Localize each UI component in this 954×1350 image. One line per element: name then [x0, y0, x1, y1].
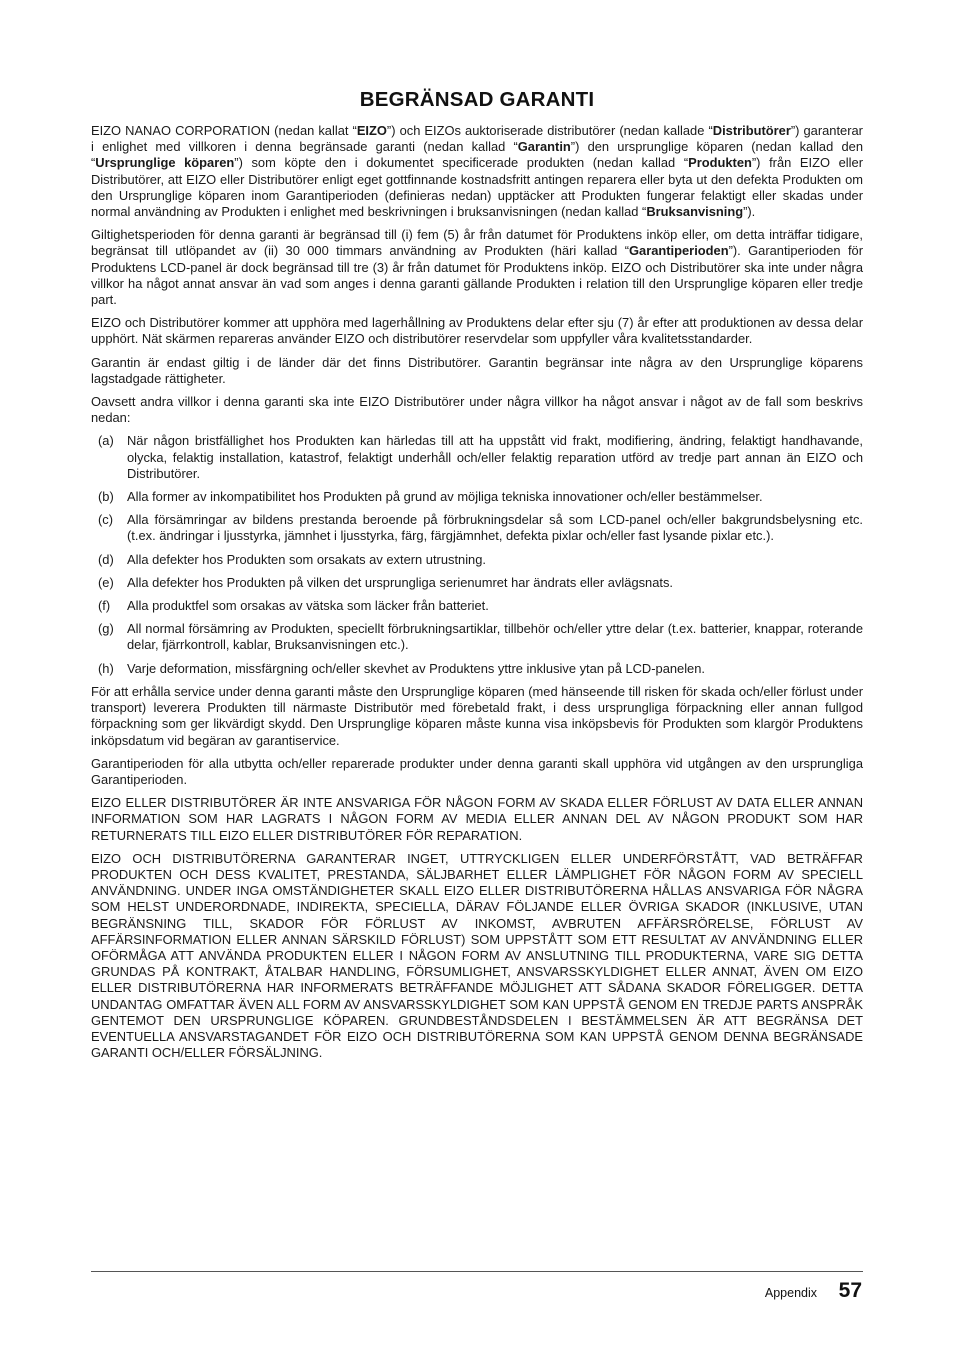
list-item-label: (a): [98, 433, 114, 449]
intro-text-4: ”) den ursprunglige köparen (nedan kallad den “: [91, 139, 863, 171]
exclusions-list: [91, 433, 863, 676]
term-eizo: EIZO: [356, 123, 387, 138]
intro-text-3: ”) garanterar i enlighet med villkoren i denna begränsade garanti (nedan kallad “: [91, 123, 863, 155]
intro-text-5: ”) som köpte den i dokumentet specificerade produkten (nedan kallad “: [234, 155, 689, 171]
list-item-label: (b): [98, 489, 114, 505]
list-item: [91, 661, 863, 677]
list-item: [91, 621, 863, 653]
list-item-text: Varje deformation, missfärgning och/eller skevhet av Produktens yttre inklusive ytan på LCD-panelen.: [127, 660, 705, 676]
term-product: Produkten: [688, 155, 752, 171]
intro-text-2: ”) och EIZOs auktoriserade distributörer (nedan kallade “: [386, 123, 713, 138]
list-item-text: Alla produktfel som orsakas av vätska som läcker från batteriet.: [127, 598, 489, 614]
list-item: [91, 489, 863, 505]
list-item-label: (h): [98, 660, 114, 676]
term-warranty: Garantin: [517, 139, 571, 155]
term-warranty-period: Garantiperioden: [629, 243, 729, 259]
list-item-text: Alla defekter hos Produkten som orsakats av extern utrustning.: [127, 551, 486, 567]
list-item: [91, 598, 863, 614]
list-item-text: Alla defekter hos Produkten på vilken det ursprungliga serienumret har ändrats eller avlägsnats.: [127, 574, 674, 590]
period-text-1: Giltighetsperioden för denna garanti är begränsad till (i) fem (5) år från datumet för Produktens inköp eller, om detta inträffar tidigare, begränsat till utlöpandet av (ii) 30 000 timmars användning av Produkten (häri kallad “: [91, 227, 863, 259]
parts-paragraph: EIZO och Distributörer kommer att upphöra med lagerhållning av Produktens delar efter sju (7) år efter att produktionen av dessa delar upphört. Nät skärmen repareras använder EIZO och distributörer reservdelar som uppfyller våra kvalitetsstandarder.: [91, 315, 863, 347]
term-manual: Bruksanvisning: [646, 204, 744, 220]
page-title: BEGRÄNSAD GARANTI: [359, 88, 595, 111]
intro-paragraph: [91, 123, 863, 220]
intro-text-1: EIZO NANAO CORPORATION (nedan kallat “: [91, 123, 357, 138]
list-item-label: (g): [98, 621, 114, 637]
list-item-label: (d): [98, 551, 114, 567]
countries-paragraph: Garantin är endast giltig i de länder där det finns Distributörer. Garantin begränsar inte några av den Ursprunglige köparens lagstadgade rättigheter.: [91, 354, 863, 386]
list-item-label: (f): [98, 598, 111, 614]
warranty-document: [91, 88, 863, 1068]
list-item-text: Alla försämringar av bildens prestanda beroende på förbrukningsdelar så som LCD-panel och/eller bakgrundsbelysning etc. (t.ex. ändringar i ljusstyrka, jämnhet i ljusstyrka, färg, färgjämnhet, defekta pixlar och/eller fast lysande pixlar etc.).: [127, 512, 863, 544]
list-item-label: (e): [98, 574, 114, 590]
exclusions-intro-paragraph: Oavsett andra villkor i denna garanti ska inte EIZO Distributörer under några villkor ha något ansvar i något av de fall som beskrivs nedan:: [91, 394, 863, 426]
term-distributors: Distributörer: [712, 123, 791, 138]
list-item: [91, 552, 863, 568]
data-loss-paragraph: EIZO ELLER DISTRIBUTÖRER ÄR INTE ANSVARIGA FÖR NÅGON FORM AV SKADA ELLER FÖRLUST AV DATA ELLER ANNAN INFORMATION SOM HAR LAGRATS I NÅGON FORM AV MEDIA ELLER ANNAN DEL AV NÅGON PRODUKT SOM HAR RETURNERATS TILL EIZO ELLER DISTRIBUTÖRER FÖR REPARATION.: [91, 795, 863, 843]
list-item-text: All normal försämring av Produkten, speciellt förbrukningsartiklar, tillbehör och/eller yttre delar (t.ex. batterier, knappar, roterande delar, fjärrkontroll, kablar, Bruksanvisningen etc.).: [127, 621, 863, 653]
list-item: [91, 433, 863, 482]
intro-text-7: ”).: [743, 204, 756, 220]
footer-divider: [91, 1271, 863, 1272]
list-item-text: Alla former av inkompatibilitet hos Produkten på grund av möjliga tekniska innovationer och/eller bestämmelser.: [127, 489, 763, 505]
disclaimer-paragraph: EIZO OCH DISTRIBUTÖRERNA GARANTERAR INGET, UTTRYCKLIGEN ELLER UNDERFÖRSTÅTT, VAD BETRÄFFAR PRODUKTEN OCH DESS KVALITET, PRESTANDA, SÄLJBARHET ELLER LÄMPLIGHET FÖR NÅGON FORM AV SPECIELL ANVÄNDNING. UNDER INGA OMSTÄNDIGHETER SKALL EIZO ELLER DISTRIBUTÖRERNA HÅLLAS ANSVARIGA FÖR NÅGRA SOM HELST UNDERORDNADE, INDIREKTA, SPECIELLA, DÄRAV FÖLJANDE ELLER ÖVRIGA SKADOR (INKLUSIVE, UTAN BEGRÄNSNING TILL, SKADOR FÖR FÖRLUST AV INKOMST, AVBRUTEN AFFÄRSRÖRELSE, FÖRLUST AV AFFÄRSINFORMATION ELLER ANNAN SÄRSKILD FÖRLUST) SOM UPPSTÅTT SOM ETT RESULTAT AV ANVÄNDNING ELLER OFÖRMÅGA ATT ANVÄNDA PRODUKTEN ELLER I NÅGON FORM AV ANSLUTNING TILL PRODUKTERNA, VARE SIG DETTA GRUNDAS PÅ KONTRAKT, ÅTALBAR HANDLING, FÖRSUMLIGHET, ANSVARSSKYLDIGHET ELLER ANNAT, ÄVEN OM EIZO ELLER DISTRIBUTÖRERNA HAR INFORMERATS BETRÄFFANDE MÖJLIGHET ATT SÅDANA SKADOR FÖRELIGGER. DETTA UNDANTAG OMFATTAR ÄVEN ALL FORM AV ANSVARSSKYLDIGHET SOM KAN UPPSTÅ GENOM EN TREDJE PARTS ANSPRÅK GENTEMOT DEN URSPRUNGLIGE KÖPAREN. GRUNDBESTÅNDSDELEN I BESTÄMMELSEN ÄR ATT BEGRÄNSA DET EVENTUELLA ANSVARSTAGANDET FÖR EIZO OCH DISTRIBUTÖRERNA SOM KAN UPPSTÅ GENOM DENNA BEGRÄNSADE GARANTI OCH/ELLER FÖRSÄLJNING.: [91, 850, 863, 1061]
replaced-products-paragraph: Garantiperioden för alla utbytta och/eller reparerade produkter under denna garanti skall upphöra vid utgången av den ursprungliga Garantiperioden.: [91, 755, 863, 787]
period-text-2: ”). Garantiperioden för Produktens LCD-panel är dock begränsad till tre (3) år från datumet för Produktens inköp. EIZO och Distributörer ska inte under några villkor ha något annat ansvar än vad som anges i denna garanti gällande Produkten i relation till den Ursprunglige köparen eller tredje part.: [91, 243, 863, 308]
service-paragraph: För att erhålla service under denna garanti måste den Ursprunglige köparen (med hänseende till risken för skada och/eller förlust under transport) leverera Produkten till närmaste Distributör med förebetald frakt, i dess ursprungliga förpackning eller annan fullgod förpackning som ger likvärdigt skydd. Den Ursprunglige köparen måste kunna visa inköpsbevis för Produkten som klargör Produktens inköpsdatum vid begäran av garantiservice.: [91, 683, 863, 748]
list-item: [91, 575, 863, 591]
term-original-buyer: Ursprunglige köparen: [95, 155, 235, 171]
page-number: 57: [838, 1279, 862, 1302]
intro-text-6: ”) från EIZO eller Distributörer, att EIZO eller Distributörer enligt eget gottfinnande kostnadsfritt antingen reparera eller byta ut den defekta Produkten om den Ursprunglige köparen inom Garantiperioden (definieras nedan) upptäcker att Produkten fungerar felaktigt eller skadas under normal användning av Produkten i enlighet med beskrivningen i bruksanvisningen (nedan kallad “: [91, 155, 863, 220]
list-item-label: (c): [98, 512, 114, 528]
list-item: [91, 512, 863, 544]
warranty-period-paragraph: [91, 227, 863, 308]
footer-section-label: Appendix: [764, 1286, 817, 1300]
list-item-text: När någon bristfällighet hos Produkten kan härledas till att ha uppstått vid frakt, modifiering, ändring, felaktigt handhavande, olycka, felaktig installation, katastrof, felaktigt underhåll och/eller felaktig reparation utförd av tredje part annan än EIZO och Distributörer.: [127, 433, 863, 481]
